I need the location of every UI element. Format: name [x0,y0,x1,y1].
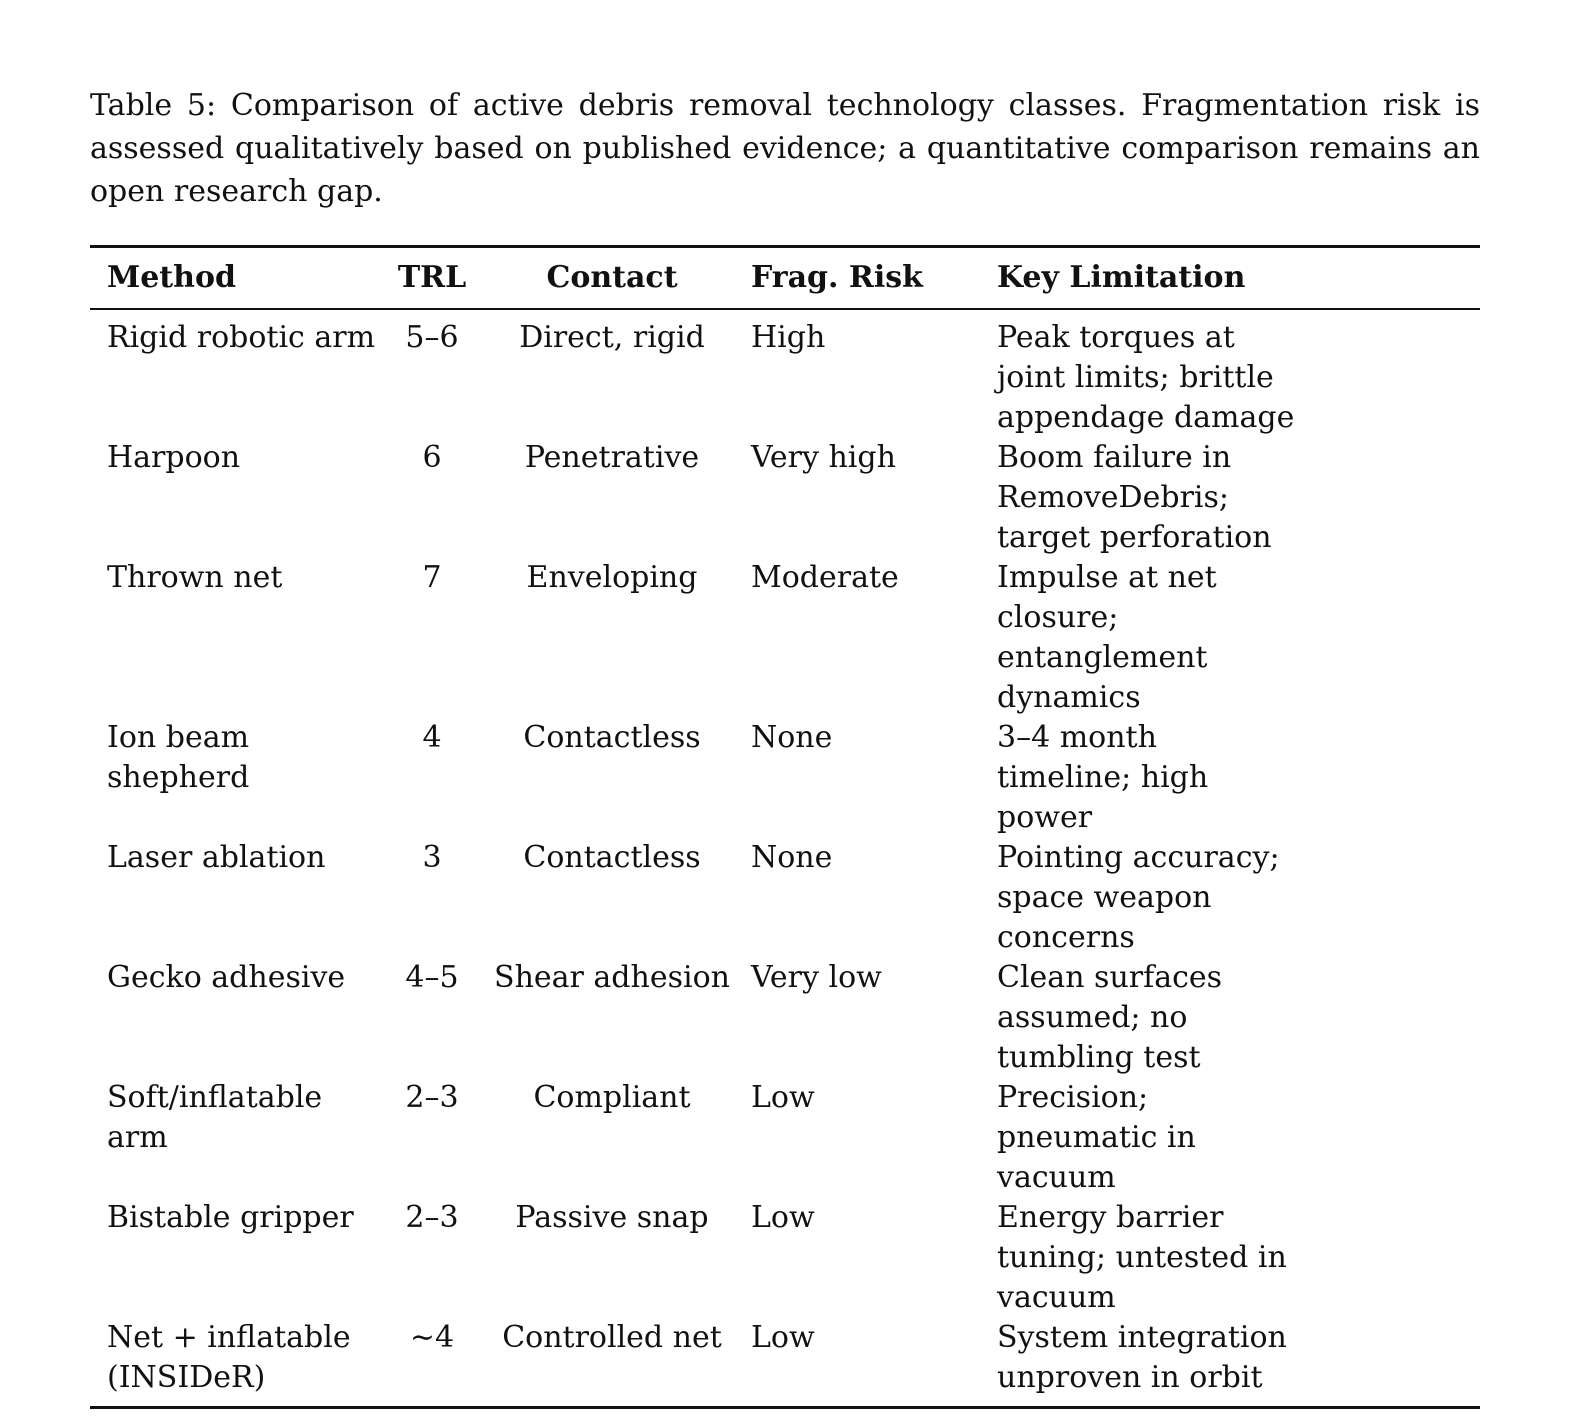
key-limitation-text: Impulse at net closure; entanglement dynamics [997,560,1217,715]
cell-frag-risk: High [751,320,826,355]
cell-key-limitation [997,838,1480,958]
cell-frag-risk: Low [751,1320,815,1355]
cell-trl: 5–6 [405,320,459,355]
cell-contact: Compliant [533,1080,691,1115]
cell-contact: Controlled net [502,1320,722,1355]
cell-frag-risk: Very low [751,960,882,995]
key-limitation-text: Peak torques at joint limits; brittle appendage damage [997,320,1295,435]
cell-method: Bistable gripper [107,1200,354,1235]
table-row [90,558,1480,718]
cell-contact: Enveloping [526,560,698,595]
cell-contact: Passive snap [515,1200,709,1235]
cell-method: Harpoon [107,440,241,475]
header-contact: Contact [546,260,678,295]
table-figure [90,84,1480,1409]
cell-frag-risk: None [751,720,833,755]
cell-frag-risk: Very high [751,440,896,475]
key-limitation-text: 3–4 month timeline; high power [997,720,1209,835]
header-trl: TRL [397,260,467,295]
key-limitation-text: Clean surfaces assumed; no tumbling test [997,960,1223,1075]
cell-key-limitation [997,309,1480,438]
cell-key-limitation [997,1318,1480,1408]
cell-trl: 7 [422,560,442,595]
cell-frag-risk: Moderate [751,560,899,595]
cell-trl: 2–3 [405,1080,459,1115]
cell-contact: Shear adhesion [494,960,730,995]
table-body [90,309,1480,1408]
cell-key-limitation [997,558,1480,718]
cell-trl: 4–5 [405,960,459,995]
table-caption: Table 5: Comparison of active debris removal technology classes. Fragmentation risk is assessed qualitatively based on published evidence; a quantitative comparison remains an open research gap. [90,88,1480,209]
debris-removal-table [90,245,1480,1409]
cell-contact: Penetrative [524,440,700,475]
cell-frag-risk: None [751,840,833,875]
cell-contact: Direct, rigid [519,320,705,355]
cell-key-limitation [997,718,1480,838]
key-limitation-text: Boom failure in RemoveDebris; target perforation [997,440,1272,555]
cell-method: Thrown net [107,560,283,595]
table-row [90,1198,1480,1318]
cell-trl: 6 [422,440,442,475]
header-method: Method [107,260,236,295]
table-row [90,309,1480,438]
key-limitation-text: Precision; pneumatic in vacuum [997,1080,1196,1195]
key-limitation-text: System integration unproven in orbit [997,1320,1287,1395]
table-row [90,438,1480,558]
key-limitation-text: Pointing accuracy; space weapon concerns [997,840,1280,955]
table-row [90,718,1480,838]
cell-method: Gecko adhesive [107,960,346,995]
cell-key-limitation [997,438,1480,558]
cell-frag-risk: Low [751,1080,815,1115]
key-limitation-text: Energy barrier tuning; untested in vacuum [997,1200,1287,1315]
table-row [90,838,1480,958]
cell-method: Net + inflatable (INSIDeR) [107,1320,351,1395]
cell-contact: Contactless [523,840,701,875]
table-row [90,1318,1480,1408]
cell-trl: 3 [422,840,442,875]
cell-frag-risk: Low [751,1200,815,1235]
cell-key-limitation [997,1078,1480,1198]
table-row [90,958,1480,1078]
cell-method: Rigid robotic arm [107,320,376,355]
cell-key-limitation [997,958,1480,1078]
cell-contact: Contactless [523,720,701,755]
header-frag-risk: Frag. Risk [751,260,923,295]
cell-trl: 4 [422,720,442,755]
cell-trl: 2–3 [405,1200,459,1235]
cell-trl: ∼4 [409,1320,455,1355]
header-key-limitation: Key Limitation [997,260,1246,295]
table-row [90,1078,1480,1198]
cell-method: Laser ablation [107,840,326,875]
cell-method: Ion beam shepherd [107,720,250,795]
cell-method: Soft/inflatable arm [107,1080,323,1155]
cell-key-limitation [997,1198,1480,1318]
table-header-row [90,247,1480,310]
